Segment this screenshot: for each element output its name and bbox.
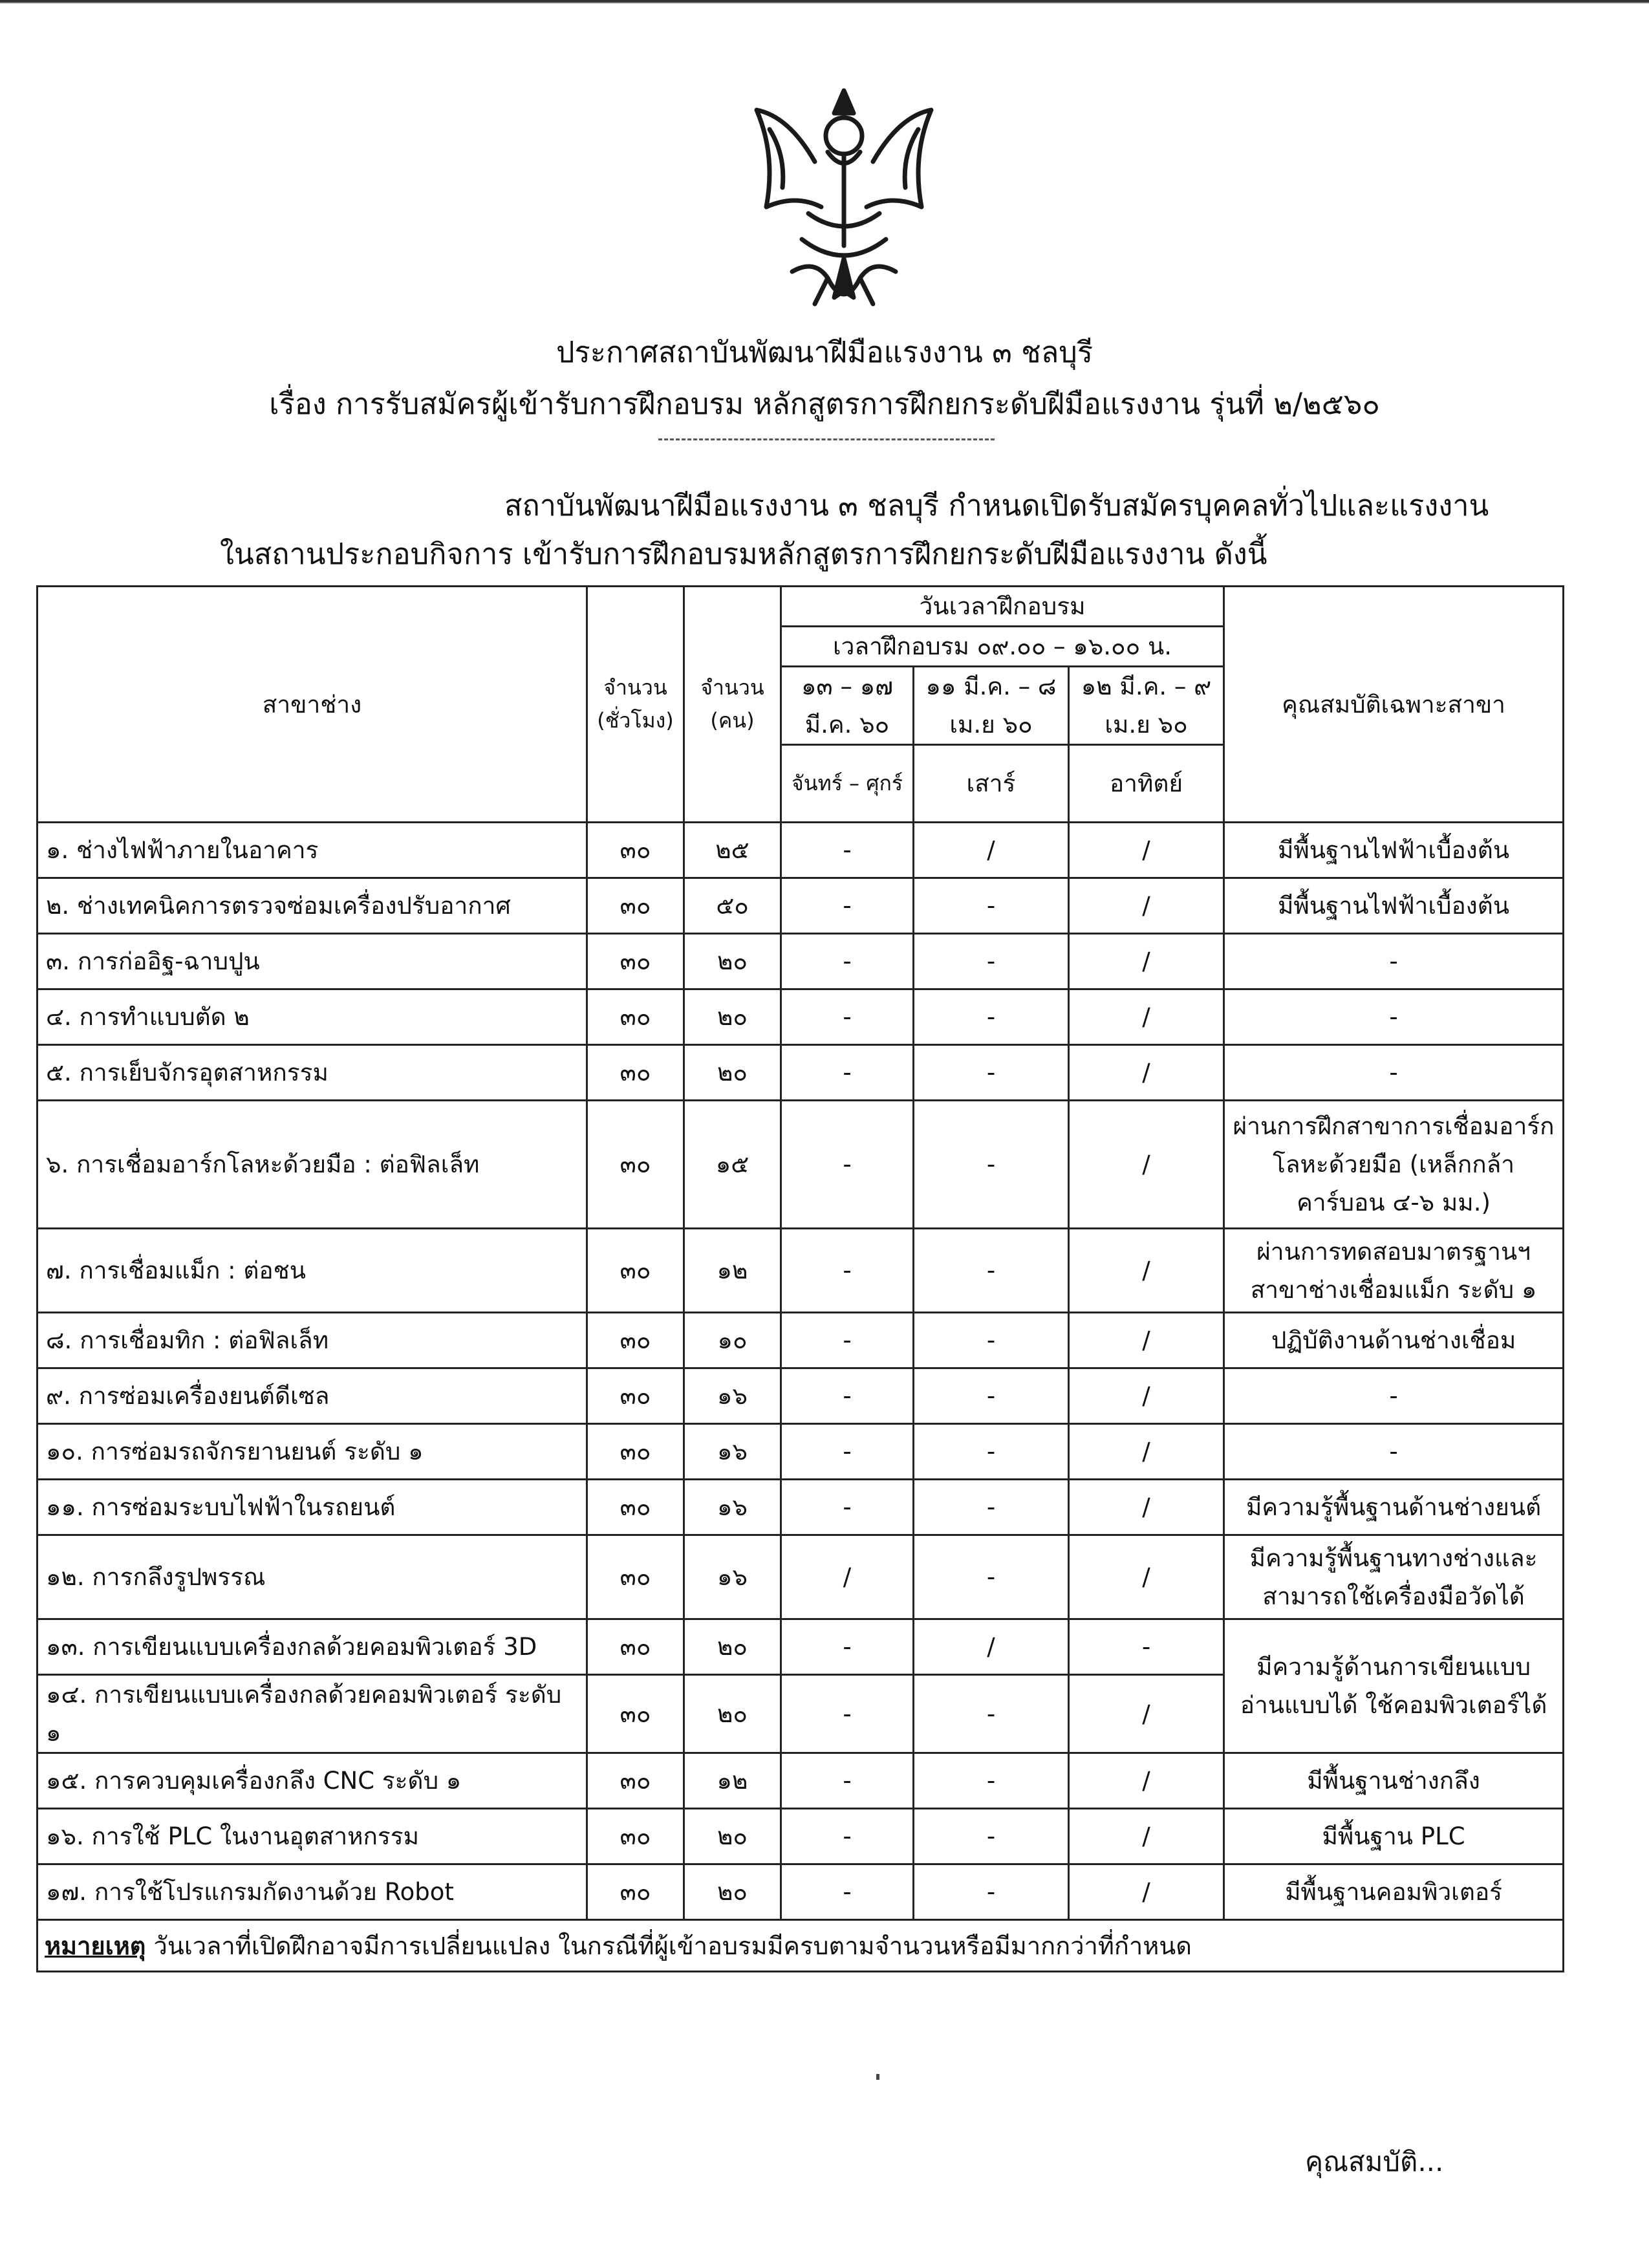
table-row	[38, 1045, 1564, 1101]
cell-hours: ๓๐	[587, 1229, 684, 1313]
table-row	[38, 1619, 1564, 1675]
header-day-3: อาทิตย์	[1069, 745, 1224, 823]
table-row	[38, 934, 1564, 989]
cell-period-2: -	[914, 1424, 1069, 1480]
cell-qualification: ผ่านการฝึกสาขาการเชื่อมอาร์ก โลหะด้วยมือ (เหล็กกล้า คาร์บอน ๔-๖ มม.)	[1224, 1101, 1564, 1229]
cell-people: ๒๐	[684, 1619, 781, 1675]
cell-people: ๒๐	[684, 989, 781, 1045]
cell-period-3: /	[1069, 1313, 1224, 1368]
cell-people: ๑๒	[684, 1229, 781, 1313]
cell-branch: ๑๔. การเขียนแบบเครื่องกลด้วยคอมพิวเตอร์ ระดับ ๑	[38, 1675, 587, 1753]
header-time: เวลาฝึกอบรม ๐๙.๐๐ – ๑๖.๐๐ น.	[781, 627, 1224, 667]
cell-qualification: มีพื้นฐาน PLC	[1224, 1809, 1564, 1864]
cell-people: ๑๖	[684, 1480, 781, 1535]
cell-period-1: -	[781, 1753, 914, 1809]
table-row	[38, 823, 1564, 878]
cell-qualification: ผ่านการทดสอบมาตรฐานฯ สาขาช่างเชื่อมแม็ก ระดับ ๑	[1224, 1229, 1564, 1313]
cell-period-2: -	[914, 1313, 1069, 1368]
cell-hours: ๓๐	[587, 878, 684, 934]
training-schedule-table	[36, 585, 1564, 1972]
cell-branch: ๕. การเย็บจักรอุตสาหกรรม	[38, 1045, 587, 1101]
cell-people: ๒๐	[684, 1675, 781, 1753]
header-branch: สาขาช่าง	[38, 587, 587, 823]
garuda-emblem-icon	[731, 78, 957, 317]
cell-period-3: /	[1069, 1535, 1224, 1619]
cell-period-1: -	[781, 1619, 914, 1675]
cell-qualification: -	[1224, 989, 1564, 1045]
cell-period-3: /	[1069, 1675, 1224, 1753]
header-period-3: ๑๒ มี.ค. – ๙ เม.ย ๖๐	[1069, 667, 1224, 745]
scan-edge	[0, 0, 1649, 4]
cell-period-2: -	[914, 1101, 1069, 1229]
cell-hours: ๓๐	[587, 989, 684, 1045]
cell-qualification: มีความรู้พื้นฐานด้านช่างยนต์	[1224, 1480, 1564, 1535]
cell-period-3: /	[1069, 1480, 1224, 1535]
cell-period-2: -	[914, 1368, 1069, 1424]
cell-people: ๒๐	[684, 934, 781, 989]
cell-branch: ๓. การก่ออิฐ-ฉาบปูน	[38, 934, 587, 989]
cell-period-3: /	[1069, 1368, 1224, 1424]
cell-period-3: /	[1069, 1864, 1224, 1920]
cell-hours: ๓๐	[587, 1619, 684, 1675]
cell-period-3: /	[1069, 1424, 1224, 1480]
cell-period-1: -	[781, 1101, 914, 1229]
cell-branch: ๑๓. การเขียนแบบเครื่องกลด้วยคอมพิวเตอร์ 3D	[38, 1619, 587, 1675]
cell-branch: ๗. การเชื่อมแม็ก : ต่อชน	[38, 1229, 587, 1313]
announcement-title: ประกาศสถาบันพัฒนาฝีมือแรงงาน ๓ ชลบุรี	[555, 335, 1094, 369]
cell-people: ๑๕	[684, 1101, 781, 1229]
cell-branch: ๙. การซ่อมเครื่องยนต์ดีเซล	[38, 1368, 587, 1424]
cell-period-1: -	[781, 1864, 914, 1920]
cell-period-3: /	[1069, 1045, 1224, 1101]
continuation-text: คุณสมบัติ...	[1305, 2146, 1444, 2177]
header-day-1: จันทร์ – ศุกร์	[781, 745, 914, 823]
cell-qualification: -	[1224, 1045, 1564, 1101]
cell-period-1: -	[781, 1368, 914, 1424]
cell-hours: ๓๐	[587, 823, 684, 878]
table-row	[38, 1864, 1564, 1920]
header-period-1: ๑๓ – ๑๗ มี.ค. ๖๐	[781, 667, 914, 745]
cell-qualification: มีความรู้พื้นฐานทางช่างและ สามารถใช้เครื่องมือวัดได้	[1224, 1535, 1564, 1619]
cell-period-2: -	[914, 1229, 1069, 1313]
cell-period-2: /	[914, 1619, 1069, 1675]
cell-period-1: -	[781, 878, 914, 934]
cell-branch: ๔. การทำแบบตัด ๒	[38, 989, 587, 1045]
cell-period-1: /	[781, 1535, 914, 1619]
table-row	[38, 1424, 1564, 1480]
cell-period-3: /	[1069, 823, 1224, 878]
cell-branch: ๑. ช่างไฟฟ้าภายในอาคาร	[38, 823, 587, 878]
cell-period-1: -	[781, 989, 914, 1045]
cell-period-2: -	[914, 1864, 1069, 1920]
cell-period-1: -	[781, 823, 914, 878]
cell-qualification: -	[1224, 1368, 1564, 1424]
table-row	[38, 1229, 1564, 1313]
table-row	[38, 1753, 1564, 1809]
cell-people: ๕๐	[684, 878, 781, 934]
cell-period-1: -	[781, 1229, 914, 1313]
cell-period-2: /	[914, 823, 1069, 878]
cell-period-3: /	[1069, 989, 1224, 1045]
cell-qualification: มีพื้นฐานไฟฟ้าเบื้องต้น	[1224, 823, 1564, 878]
cell-qualification: มีพื้นฐานไฟฟ้าเบื้องต้น	[1224, 878, 1564, 934]
header-period-2: ๑๑ มี.ค. – ๘ เม.ย ๖๐	[914, 667, 1069, 745]
cell-branch: ๑๒. การกลึงรูปพรรณ	[38, 1535, 587, 1619]
cell-branch: ๘. การเชื่อมทิก : ต่อฟิลเล็ท	[38, 1313, 587, 1368]
cell-period-2: -	[914, 1809, 1069, 1864]
cell-period-2: -	[914, 934, 1069, 989]
cell-period-2: -	[914, 1480, 1069, 1535]
cell-people: ๑๖	[684, 1424, 781, 1480]
cell-hours: ๓๐	[587, 1753, 684, 1809]
intro-paragraph-line-1: สถาบันพัฒนาฝีมือแรงงาน ๓ ชลบุรี กำหนดเปิดรับสมัครบุคคลทั่วไปและแรงงาน	[504, 488, 1489, 523]
cell-period-3: /	[1069, 878, 1224, 934]
note-text: วันเวลาที่เปิดฝึกอาจมีการเปลี่ยนแปลง ในกรณีที่ผู้เข้าอบรมมีครบตามจำนวนหรือมีมากกว่าที่กำหนด	[146, 1932, 1192, 1960]
header-hours: จำนวน (ชั่วโมง)	[587, 587, 684, 823]
cell-people: ๑๖	[684, 1535, 781, 1619]
cell-qualification: ปฏิบัติงานด้านช่างเชื่อม	[1224, 1313, 1564, 1368]
cell-hours: ๓๐	[587, 1535, 684, 1619]
note-row	[38, 1920, 1564, 1972]
cell-people: ๒๐	[684, 1809, 781, 1864]
cell-period-3: /	[1069, 1229, 1224, 1313]
cell-branch: ๑๐. การซ่อมรถจักรยานยนต์ ระดับ ๑	[38, 1424, 587, 1480]
cell-hours: ๓๐	[587, 1045, 684, 1101]
cell-qualification: มีพื้นฐานช่างกลึง	[1224, 1753, 1564, 1809]
table-row	[38, 878, 1564, 934]
cell-branch: ๒. ช่างเทคนิคการตรวจซ่อมเครื่องปรับอากาศ	[38, 878, 587, 934]
cell-period-1: -	[781, 934, 914, 989]
cell-period-3: -	[1069, 1619, 1224, 1675]
table-row	[38, 1535, 1564, 1619]
table-row	[38, 1368, 1564, 1424]
announcement-subject: เรื่อง การรับสมัครผู้เข้ารับการฝึกอบรม หลักสูตรการฝึกยกระดับฝีมือแรงงาน รุ่นที่ ๒/๒๕๖๐	[269, 387, 1380, 421]
table-row	[38, 1313, 1564, 1368]
cell-people: ๒๕	[684, 823, 781, 878]
cell-period-1: -	[781, 1424, 914, 1480]
cell-period-3: /	[1069, 1809, 1224, 1864]
cell-hours: ๓๐	[587, 1864, 684, 1920]
table-row	[38, 1101, 1564, 1229]
cell-period-1: -	[781, 1809, 914, 1864]
cell-qualification: -	[1224, 934, 1564, 989]
cell-hours: ๓๐	[587, 1809, 684, 1864]
cell-period-1: -	[781, 1480, 914, 1535]
cell-hours: ๓๐	[587, 1424, 684, 1480]
header-qualification: คุณสมบัติเฉพาะสาขา	[1224, 587, 1564, 823]
cell-qualification: มีความรู้ด้านการเขียนแบบ อ่านแบบได้ ใช้คอมพิวเตอร์ได้	[1224, 1619, 1564, 1753]
intro-paragraph-line-2: ในสถานประกอบกิจการ เข้ารับการฝึกอบรมหลักสูตรการฝึกยกระดับฝีมือแรงงาน ดังนี้	[220, 537, 1267, 571]
cell-hours: ๓๐	[587, 1101, 684, 1229]
cell-hours: ๓๐	[587, 934, 684, 989]
cell-people: ๑๖	[684, 1368, 781, 1424]
cell-hours: ๓๐	[587, 1675, 684, 1753]
cell-branch: ๑๗. การใช้โปรแกรมกัดงานด้วย Robot	[38, 1864, 587, 1920]
table-row	[38, 1809, 1564, 1864]
note-label: หมายเหตุ	[45, 1932, 146, 1960]
cell-people: ๑๒	[684, 1753, 781, 1809]
cell-hours: ๓๐	[587, 1368, 684, 1424]
note-cell	[38, 1920, 1564, 1972]
cell-branch: ๖. การเชื่อมอาร์กโลหะด้วยมือ : ต่อฟิลเล็ท	[38, 1101, 587, 1229]
header-people: จำนวน (คน)	[684, 587, 781, 823]
cell-period-3: /	[1069, 934, 1224, 989]
cell-period-3: /	[1069, 1101, 1224, 1229]
cell-branch: ๑๖. การใช้ PLC ในงานอุตสาหกรรม	[38, 1809, 587, 1864]
cell-period-2: -	[914, 989, 1069, 1045]
cell-qualification: มีพื้นฐานคอมพิวเตอร์	[1224, 1864, 1564, 1920]
cell-hours: ๓๐	[587, 1313, 684, 1368]
cell-qualification: -	[1224, 1424, 1564, 1480]
cell-period-2: -	[914, 1535, 1069, 1619]
cell-period-2: -	[914, 1753, 1069, 1809]
cell-people: ๒๐	[684, 1864, 781, 1920]
cell-period-2: -	[914, 878, 1069, 934]
header-schedule: วันเวลาฝึกอบรม	[781, 587, 1224, 627]
cell-period-2: -	[914, 1675, 1069, 1753]
cell-period-1: -	[781, 1675, 914, 1753]
table-row	[38, 989, 1564, 1045]
cell-people: ๑๐	[684, 1313, 781, 1368]
cell-branch: ๑๑. การซ่อมระบบไฟฟ้าในรถยนต์	[38, 1480, 587, 1535]
cell-branch: ๑๕. การควบคุมเครื่องกลึง CNC ระดับ ๑	[38, 1753, 587, 1809]
header-day-2: เสาร์	[914, 745, 1069, 823]
cell-period-1: -	[781, 1045, 914, 1101]
cell-period-3: /	[1069, 1753, 1224, 1809]
divider	[658, 438, 995, 440]
cell-hours: ๓๐	[587, 1480, 684, 1535]
cell-people: ๒๐	[684, 1045, 781, 1101]
scan-speck	[876, 2074, 879, 2080]
cell-period-2: -	[914, 1045, 1069, 1101]
table-row	[38, 1480, 1564, 1535]
cell-period-1: -	[781, 1313, 914, 1368]
